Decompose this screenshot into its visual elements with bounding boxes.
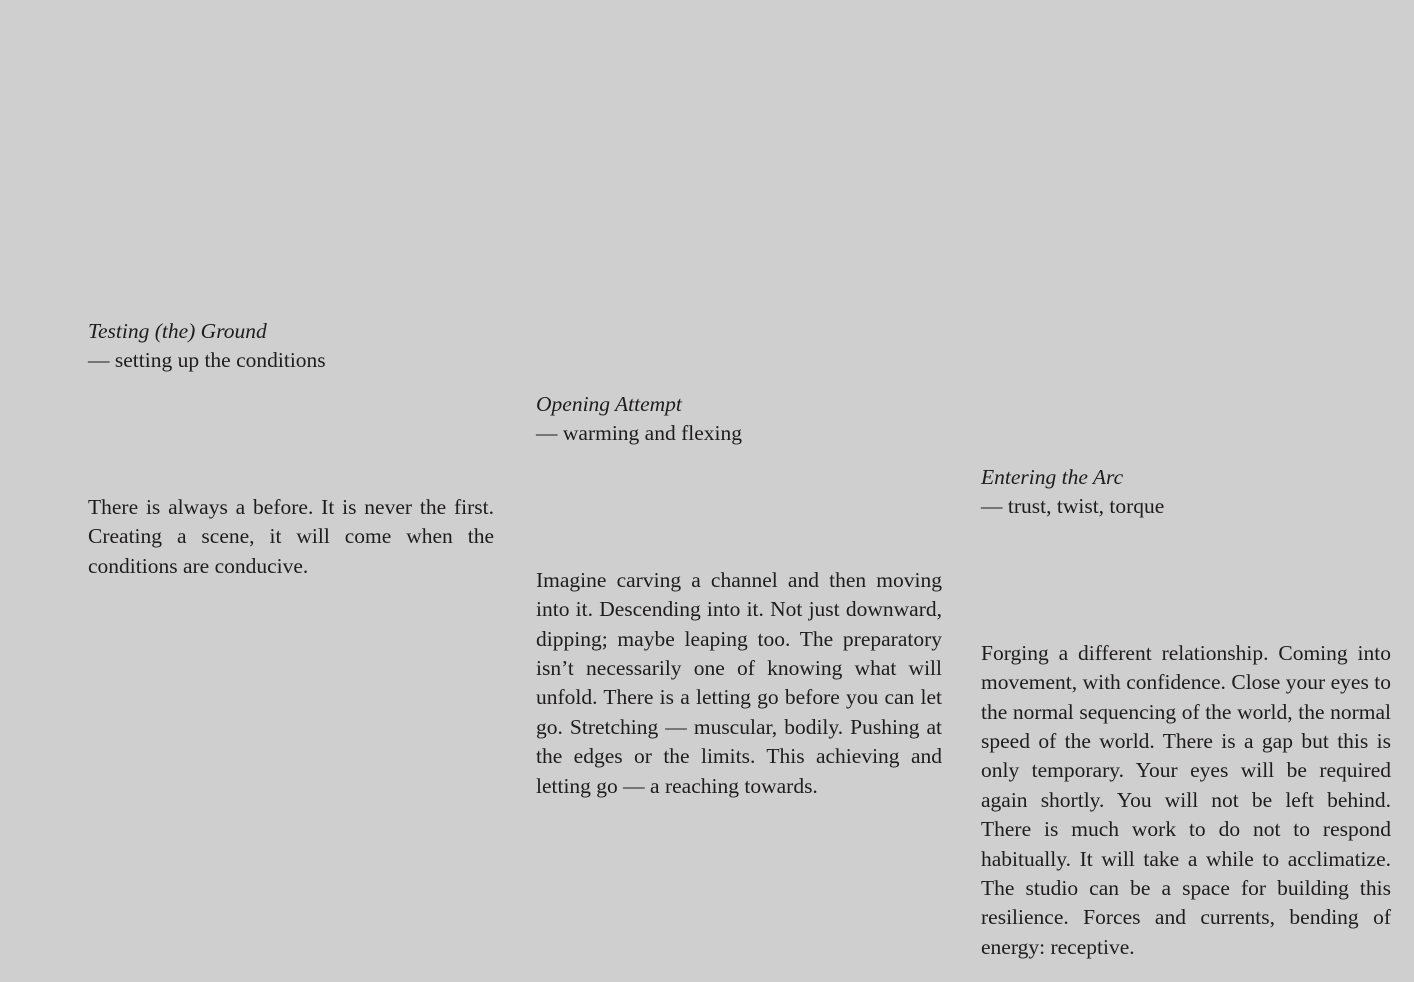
section-entering-the-arc bbox=[981, 463, 1391, 962]
section-title: Opening Attempt bbox=[536, 392, 682, 416]
section-title: Testing (the) Ground bbox=[88, 319, 267, 343]
section-body: Forging a different relationship. Coming into movement, with confidence. Close your eyes to the normal sequencing of the world, the normal speed of the world. There is a gap but this is only temporary. Your eyes will be required again shortly. You will not be left behind. There is much work to do not to respond habitually. It will take a while to acclimatize. The studio can be a space for building this resilience. Forces and currents, bending of energy: receptive. bbox=[981, 640, 1391, 959]
section-opening-attempt bbox=[536, 390, 942, 801]
section-body: Imagine carving a channel and then moving into it. Descending into it. Not just downward, dipping; maybe leaping too. The preparatory isn’t necessarily one of knowing what will unfold. There is a letting go before you can let go. Stretching — muscular, bodily. Pushing at the edges or the limits. This achieving and letting go — a reaching towards. bbox=[536, 567, 942, 798]
section-subtitle: — warming and flexing bbox=[536, 421, 742, 446]
section-subtitle: — trust, twist, torque bbox=[981, 494, 1165, 519]
section-testing-the-ground bbox=[88, 317, 494, 581]
section-body: There is always a before. It is never the first. Creating a scene, it will come when the conditions are conducive. bbox=[88, 494, 494, 578]
section-subtitle: — setting up the conditions bbox=[88, 348, 326, 373]
section-title: Entering the Arc bbox=[981, 465, 1124, 489]
